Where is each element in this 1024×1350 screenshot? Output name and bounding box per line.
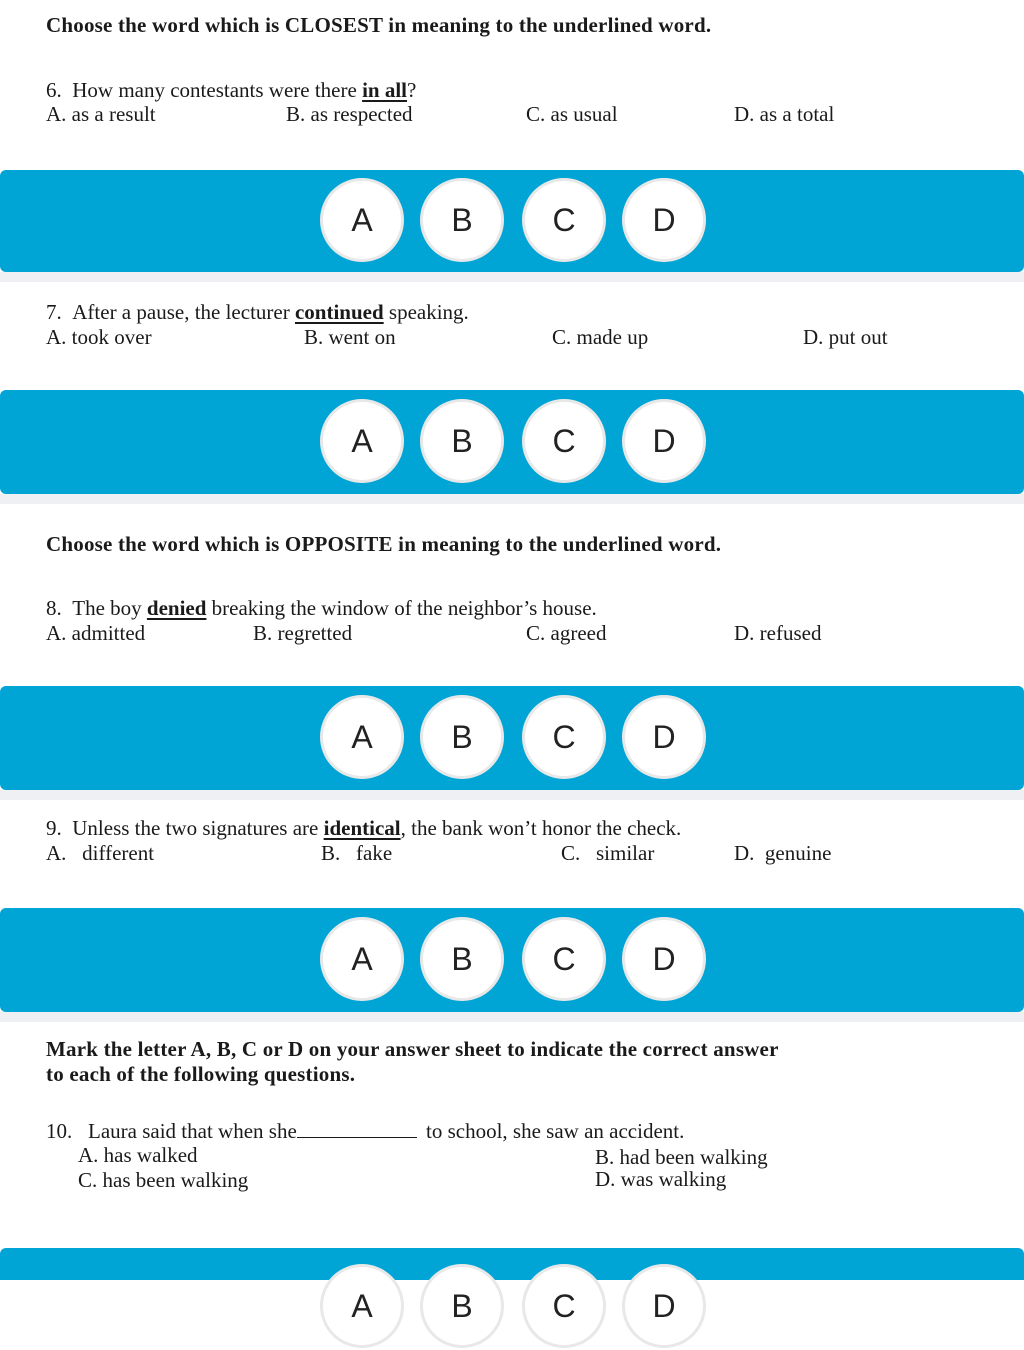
question-number: 7.: [46, 300, 62, 324]
option-a: A. different: [46, 841, 155, 865]
option-c: C. has been walking: [78, 1168, 249, 1192]
option-b: B. as respected: [286, 102, 413, 126]
option-c: C. as usual: [526, 102, 618, 126]
answer-button-c[interactable]: C: [522, 399, 606, 483]
question-7-text: [46, 300, 469, 324]
section-heading-mark-letter: Mark the letter A, B, C or D on your answer sheet to indicate the correct answer: [46, 1037, 779, 1061]
underlined-word: continued: [294, 300, 384, 324]
option-a: A. admitted: [46, 621, 146, 645]
answer-band-6: [0, 170, 1024, 272]
question-text-before: Laura said that when she: [88, 1119, 297, 1143]
answer-band-8: [0, 686, 1024, 790]
answer-button-b[interactable]: B: [420, 1264, 504, 1348]
answer-button-a[interactable]: A: [320, 399, 404, 483]
answer-button-d[interactable]: D: [622, 917, 706, 1001]
answer-button-d[interactable]: D: [622, 178, 706, 262]
question-10-text: [46, 1119, 684, 1143]
underlined-word: in all: [362, 78, 408, 102]
panel-separator: [0, 1012, 1024, 1022]
option-b: B. went on: [304, 325, 396, 349]
option-d: D. refused: [734, 621, 822, 645]
option-b: B. had been walking: [595, 1145, 768, 1169]
option-a: A. took over: [46, 325, 152, 349]
question-number: 8.: [46, 596, 62, 620]
answer-button-a[interactable]: A: [320, 1264, 404, 1348]
answer-band-7: [0, 390, 1024, 494]
option-c: C. agreed: [526, 621, 607, 645]
answer-button-row: [0, 693, 1024, 781]
answer-button-a[interactable]: A: [320, 695, 404, 779]
answer-button-c[interactable]: C: [522, 178, 606, 262]
answer-band-9: [0, 908, 1024, 1012]
question-card-7: [0, 282, 1024, 390]
answer-button-c[interactable]: C: [522, 917, 606, 1001]
option-d: D. genuine: [734, 841, 832, 865]
answer-button-row: [0, 176, 1024, 264]
answer-button-c[interactable]: C: [522, 695, 606, 779]
answer-blank: [297, 1119, 417, 1138]
answer-button-a[interactable]: A: [320, 917, 404, 1001]
underlined-word: denied: [146, 596, 207, 620]
option-d: D. was walking: [595, 1167, 727, 1191]
question-text-after: speaking.: [383, 300, 469, 324]
answer-button-b[interactable]: B: [420, 917, 504, 1001]
question-text-before: The boy: [72, 596, 147, 620]
option-b: B. regretted: [253, 621, 353, 645]
answer-button-d[interactable]: D: [622, 399, 706, 483]
question-text-after: breaking the window of the neighbor’s house.: [206, 596, 597, 620]
panel-separator: [0, 790, 1024, 800]
question-text-after: to school, she saw an accident.: [420, 1119, 685, 1143]
question-text-after: , the bank won’t honor the check.: [400, 816, 682, 840]
question-6-text: [46, 78, 416, 102]
question-card-9: [0, 800, 1024, 908]
section-heading-closest: Choose the word which is CLOSEST in meaning to the underlined word.: [46, 13, 712, 37]
question-8-text: [46, 596, 597, 620]
option-c: C. made up: [552, 325, 649, 349]
question-card-10: [0, 1022, 1024, 1248]
answer-button-c[interactable]: C: [522, 1264, 606, 1348]
option-c: C. similar: [561, 841, 655, 865]
answer-button-row: [0, 397, 1024, 485]
answer-button-a[interactable]: A: [320, 178, 404, 262]
question-9-text: [46, 816, 681, 840]
option-b: B. fake: [321, 841, 393, 865]
question-text-after: ?: [407, 78, 417, 102]
answer-button-d[interactable]: D: [622, 695, 706, 779]
question-number: 10.: [46, 1119, 73, 1143]
question-text-before: Unless the two signatures are: [72, 816, 324, 840]
panel-separator: [0, 494, 1024, 504]
answer-button-b[interactable]: B: [420, 178, 504, 262]
question-card-6: [0, 0, 1024, 170]
option-d: D. as a total: [734, 102, 835, 126]
section-heading-mark-letter-line2: to each of the following questions.: [46, 1062, 356, 1086]
option-a: A. has walked: [78, 1143, 198, 1167]
question-text-before: How many contestants were there: [72, 78, 363, 102]
underlined-word: identical: [323, 816, 401, 840]
option-a: A. as a result: [46, 102, 156, 126]
question-number: 6.: [46, 78, 62, 102]
answer-band-10: [0, 1248, 1024, 1324]
answer-button-row: [0, 915, 1024, 1003]
answer-button-d[interactable]: D: [622, 1264, 706, 1348]
answer-button-b[interactable]: B: [420, 695, 504, 779]
answer-button-row: [0, 1262, 1024, 1350]
question-number: 9.: [46, 816, 62, 840]
section-heading-opposite: Choose the word which is OPPOSITE in meaning to the underlined word.: [46, 532, 722, 556]
option-d: D. put out: [803, 325, 888, 349]
panel-separator: [0, 272, 1024, 282]
question-card-8: [0, 504, 1024, 686]
answer-button-b[interactable]: B: [420, 399, 504, 483]
question-text-before: After a pause, the lecturer: [72, 300, 295, 324]
